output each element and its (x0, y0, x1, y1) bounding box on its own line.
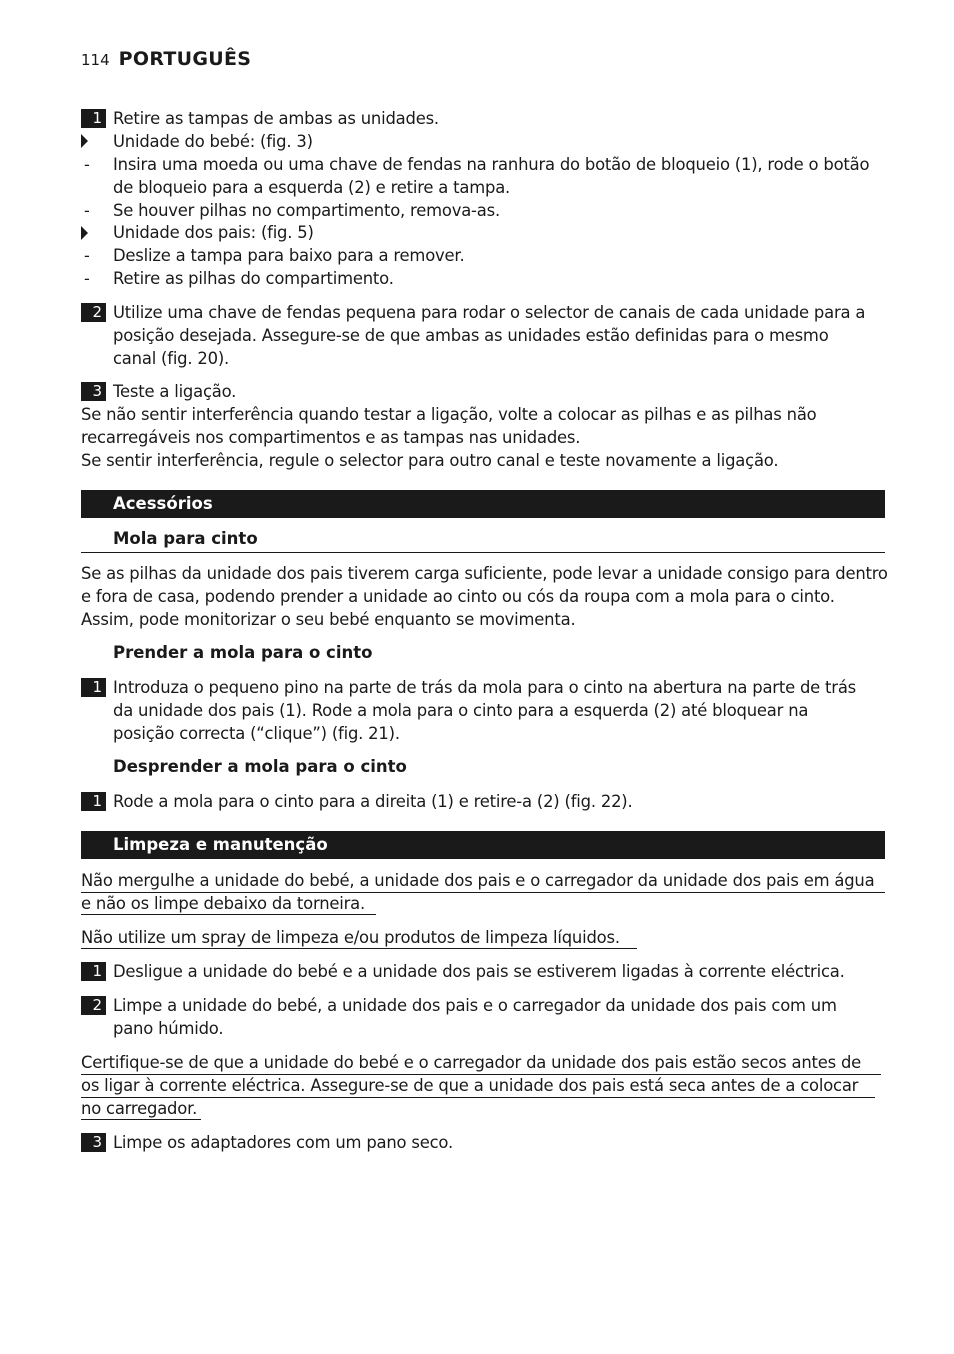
underline (81, 948, 637, 949)
step-text: da unidade dos pais (1). Rode a mola para o cinto para a esquerda (2) até bloquear na (113, 701, 809, 720)
bullet-icon (81, 226, 88, 240)
underline (81, 914, 376, 915)
dash-icon: - (84, 269, 90, 288)
step-number-badge: 1 (81, 678, 106, 697)
step-text: Limpe a unidade do bebé, a unidade dos pais e o carregador da unidade dos pais com um (113, 996, 837, 1015)
dash-text: de bloqueio para a esquerda (2) e retire a tampa. (113, 178, 511, 197)
underline (81, 1097, 875, 1098)
warning-text: os ligar à corrente eléctrica. Assegure-se de que a unidade dos pais está seca antes de a colocar (81, 1076, 859, 1095)
dash-icon: - (84, 155, 90, 174)
step-number-badge: 1 (81, 109, 106, 128)
bullet-text: Unidade do bebé: (fig. 3) (113, 132, 313, 151)
step-number-badge: 1 (81, 792, 106, 811)
warning-text: no carregador. (81, 1099, 198, 1118)
subsection-heading: Mola para cinto (113, 529, 258, 548)
dash-text: Se houver pilhas no compartimento, remova-as. (113, 201, 500, 220)
step-text: Introduza o pequeno pino na parte de trás da mola para o cinto na abertura na parte de trás (113, 678, 857, 697)
bullet-text: Unidade dos pais: (fig. 5) (113, 223, 314, 242)
dash-icon: - (84, 201, 90, 220)
body-text: recarregáveis nos compartimentos e as tampas nas unidades. (81, 428, 581, 447)
body-text: e fora de casa, podendo prender a unidade ao cinto ou cós da roupa com a mola para o cinto. (81, 587, 835, 606)
step-text: pano húmido. (113, 1019, 224, 1038)
body-text: Se as pilhas da unidade dos pais tiverem carga suficiente, pode levar a unidade consigo para dentro (81, 564, 888, 583)
warning-text: Não mergulhe a unidade do bebé, a unidade dos pais e o carregador da unidade dos pais em água (81, 871, 875, 890)
dash-icon: - (84, 246, 90, 265)
step-number-badge: 3 (81, 382, 106, 401)
divider (81, 552, 885, 553)
step-text: Retire as tampas de ambas as unidades. (113, 109, 439, 128)
body-text: Se sentir interferência, regule o selector para outro canal e teste novamente a ligação. (81, 451, 779, 470)
subsection-heading: Desprender a mola para o cinto (113, 757, 407, 776)
dash-text: Deslize a tampa para baixo para a remover. (113, 246, 465, 265)
page-number: 114 (81, 51, 110, 69)
warning-text: Não utilize um spray de limpeza e/ou produtos de limpeza líquidos. (81, 928, 620, 947)
step-text: Rode a mola para o cinto para a direita (1) e retire-a (2) (fig. 22). (113, 792, 633, 811)
step-text: canal (fig. 20). (113, 349, 230, 368)
step-text: Desligue a unidade do bebé e a unidade dos pais se estiverem ligadas à corrente eléctrica. (113, 962, 845, 981)
underline (81, 1119, 201, 1120)
body-text: Assim, pode monitorizar o seu bebé enquanto se movimenta. (81, 610, 576, 629)
step-text: Utilize uma chave de fendas pequena para rodar o selector de canais de cada unidade para a (113, 303, 866, 322)
step-number-badge: 2 (81, 303, 106, 322)
warning-text: e não os limpe debaixo da torneira. (81, 894, 366, 913)
section-heading-accessories: Acessórios (81, 490, 885, 518)
section-heading-cleaning: Limpeza e manutenção (81, 831, 885, 859)
dash-text: Retire as pilhas do compartimento. (113, 269, 394, 288)
step-number-badge: 1 (81, 962, 106, 981)
step-number-badge: 2 (81, 996, 106, 1015)
subsection-heading: Prender a mola para o cinto (113, 643, 373, 662)
dash-text: Insira uma moeda ou uma chave de fendas na ranhura do botão de bloqueio (1), rode o botão (113, 155, 870, 174)
step-text: Teste a ligação. (113, 382, 237, 401)
bullet-icon (81, 134, 88, 148)
page-header (81, 48, 251, 70)
step-text: Limpe os adaptadores com um pano seco. (113, 1133, 453, 1152)
step-text: posição desejada. Assegure-se de que ambas as unidades estão definidas para o mesmo (113, 326, 829, 345)
step-number-badge: 3 (81, 1133, 106, 1152)
step-text: posição correcta (“clique”) (fig. 21). (113, 724, 400, 743)
body-text: Se não sentir interferência quando testar a ligação, volte a colocar as pilhas e as pilhas não (81, 405, 817, 424)
warning-text: Certifique-se de que a unidade do bebé e o carregador da unidade dos pais estão secos antes de (81, 1053, 862, 1072)
language-title: PORTUGUÊS (118, 48, 252, 70)
